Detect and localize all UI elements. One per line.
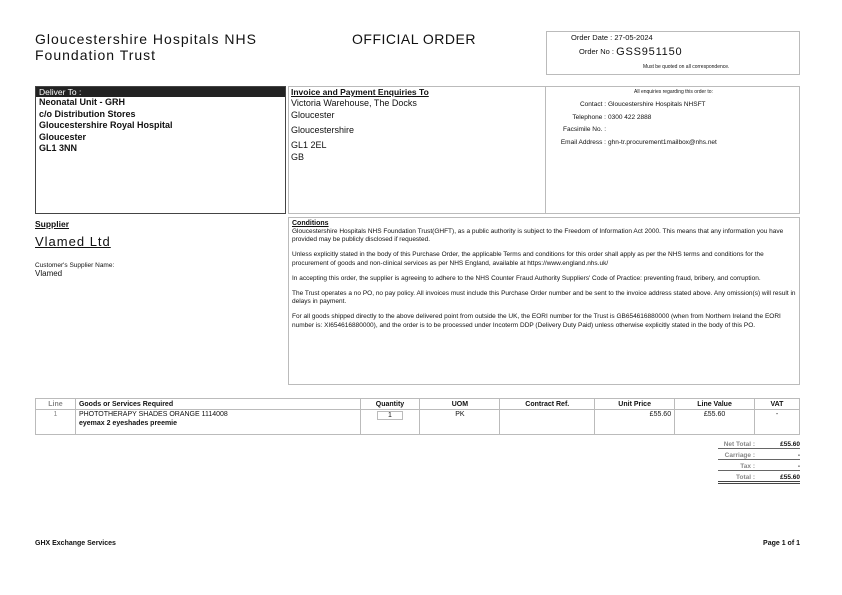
footer-left: GHX Exchange Services	[35, 540, 116, 547]
conditions-paragraph: The Trust operates a no PO, no pay policy. All invoices must include this Purchase Order number and be sent to the invoice address stated above. Any omission(s) will result in delays in payment.	[292, 290, 796, 306]
grand-total-row	[0, 474, 842, 485]
tax-label: Tax :	[740, 463, 755, 470]
order-number-row	[579, 46, 682, 58]
contact-value: Gloucestershire Hospitals NHSFT	[608, 101, 706, 108]
cell-line: 1	[36, 410, 76, 435]
goods-subdescription: eyemax 2 eyeshades preemie	[78, 420, 178, 427]
deliver-to-box	[35, 86, 286, 214]
document-title: OFFICIAL ORDER	[352, 31, 476, 47]
deliver-address-line: Gloucestershire Royal Hospital	[39, 120, 173, 131]
tax-value: -	[718, 463, 800, 471]
invoice-address	[289, 97, 545, 163]
telephone-value: 0300 422 2888	[608, 114, 652, 121]
cell-contract	[500, 410, 595, 435]
table-header-row	[36, 399, 800, 410]
header-goods: Goods or Services Required	[75, 399, 360, 410]
enquiries-heading: All enquiries regarding this order to:	[634, 89, 713, 95]
fax-label: Facsimile No. :	[563, 126, 606, 133]
carriage-row	[0, 452, 842, 461]
deliver-address-line: GL1 3NN	[39, 143, 78, 154]
organisation-name-line1: Gloucestershire Hospitals NHS	[35, 31, 257, 47]
footer-page-number: Page 1 of 1	[763, 540, 800, 547]
invoice-address-line: Gloucestershire	[291, 125, 355, 136]
cell-unit-price: £55.60	[595, 410, 675, 435]
cell-vat: -	[754, 410, 799, 435]
goods-description: PHOTOTHERAPY SHADES ORANGE 1114008	[78, 411, 228, 418]
header-unit-price: Unit Price	[595, 399, 675, 410]
invoice-enquiries-box	[288, 86, 546, 214]
supplier-heading: Supplier	[35, 219, 70, 229]
conditions-paragraph: For all goods shipped directly to the above delivered point from outside the UK, the EORI number for the Trust is GB654616880000 (when from Northern Ireland the EORI number is: XI654616880000), and the order is to be processed under Incoterm DDP (Delivery Duty Paid) unless otherwise explicitly stated in the body of this PO.	[292, 313, 781, 329]
invoice-address-line: GB	[291, 151, 305, 162]
net-total-value: £55.60	[718, 441, 800, 449]
deliver-address-line: Gloucester	[39, 131, 87, 142]
cell-quantity	[360, 410, 420, 435]
header-vat: VAT	[754, 399, 799, 410]
invoice-heading: Invoice and Payment Enquiries To	[291, 87, 429, 97]
conditions-box	[288, 217, 800, 385]
cell-goods	[75, 410, 360, 435]
conditions-paragraph: In accepting this order, the supplier is agreeing to adhere to the NHS Counter Fraud Authority Suppliers' Code of Practice: preventing fraud, bribery, and corruption.	[292, 274, 761, 282]
customer-supplier-name-label: Customer's Supplier Name:	[35, 262, 115, 269]
conditions-heading: Conditions	[292, 220, 329, 227]
net-total-label: Net Total :	[723, 441, 755, 448]
telephone-label: Telephone :	[572, 114, 606, 121]
contact-label: Contact :	[579, 101, 606, 108]
invoice-address-line: GL1 2EL	[291, 139, 327, 150]
order-date-label: Order Date :	[571, 33, 613, 42]
net-total-row	[0, 441, 842, 450]
conditions-paragraph: Unless explicitly stated in the body of this Purchase Order, the applicable Terms and conditions for this order shall apply as per the NHS terms and conditions for the procurement of goods and non-clinical services as per NHS England, available at https://www.england.nhs.uk/	[292, 251, 764, 267]
grand-total-label: Total :	[735, 474, 755, 481]
deliver-address-line: c/o Distribution Stores	[39, 108, 136, 119]
deliver-address-line: Neonatal Unit - GRH	[39, 97, 126, 107]
enquiries-box	[546, 86, 800, 214]
order-date-row	[571, 33, 653, 42]
customer-supplier-name: Vlamed	[35, 269, 63, 278]
deliver-to-address	[36, 97, 285, 155]
order-info-box	[546, 31, 800, 75]
header-line-value: Line Value	[675, 399, 755, 410]
organisation-name	[35, 31, 257, 63]
table-row	[36, 410, 800, 435]
email-label: Email Address :	[560, 139, 606, 146]
carriage-label: Carriage :	[724, 452, 755, 459]
organisation-name-line2: Foundation Trust	[35, 47, 157, 63]
cell-uom: PK	[420, 410, 500, 435]
order-lines-table	[35, 398, 800, 435]
header-uom: UOM	[420, 399, 500, 410]
invoice-address-line: Gloucester	[291, 110, 335, 121]
order-date-value: 27-05-2024	[614, 33, 653, 42]
conditions-paragraph: Gloucestershire Hospitals NHS Foundation Trust(GHFT), as a public authority is subject to the Freedom of Information Act 2000. This means that any information you have provided may be publicly disclosed if requested.	[292, 228, 784, 244]
order-number-note: Must be quoted on all correspondence.	[643, 64, 730, 70]
grand-total-value: £55.60	[718, 474, 800, 484]
header-contract: Contract Ref.	[500, 399, 595, 410]
order-number-value: GSS951150	[616, 46, 683, 58]
deliver-to-heading: Deliver To :	[36, 87, 285, 97]
order-number-label: Order No :	[579, 46, 615, 56]
cell-line-value: £55.60	[675, 410, 755, 435]
quantity-value: 1	[377, 411, 403, 420]
email-value[interactable]: ghn-tr.procurement1mailbox@nhs.net	[608, 139, 717, 146]
carriage-value: -	[718, 452, 800, 460]
supplier-name: Vlamed Ltd	[35, 234, 111, 249]
header-line: Line	[36, 399, 76, 410]
invoice-address-line: Victoria Warehouse, The Docks	[291, 98, 417, 108]
header-quantity: Quantity	[360, 399, 420, 410]
tax-row	[0, 463, 842, 472]
